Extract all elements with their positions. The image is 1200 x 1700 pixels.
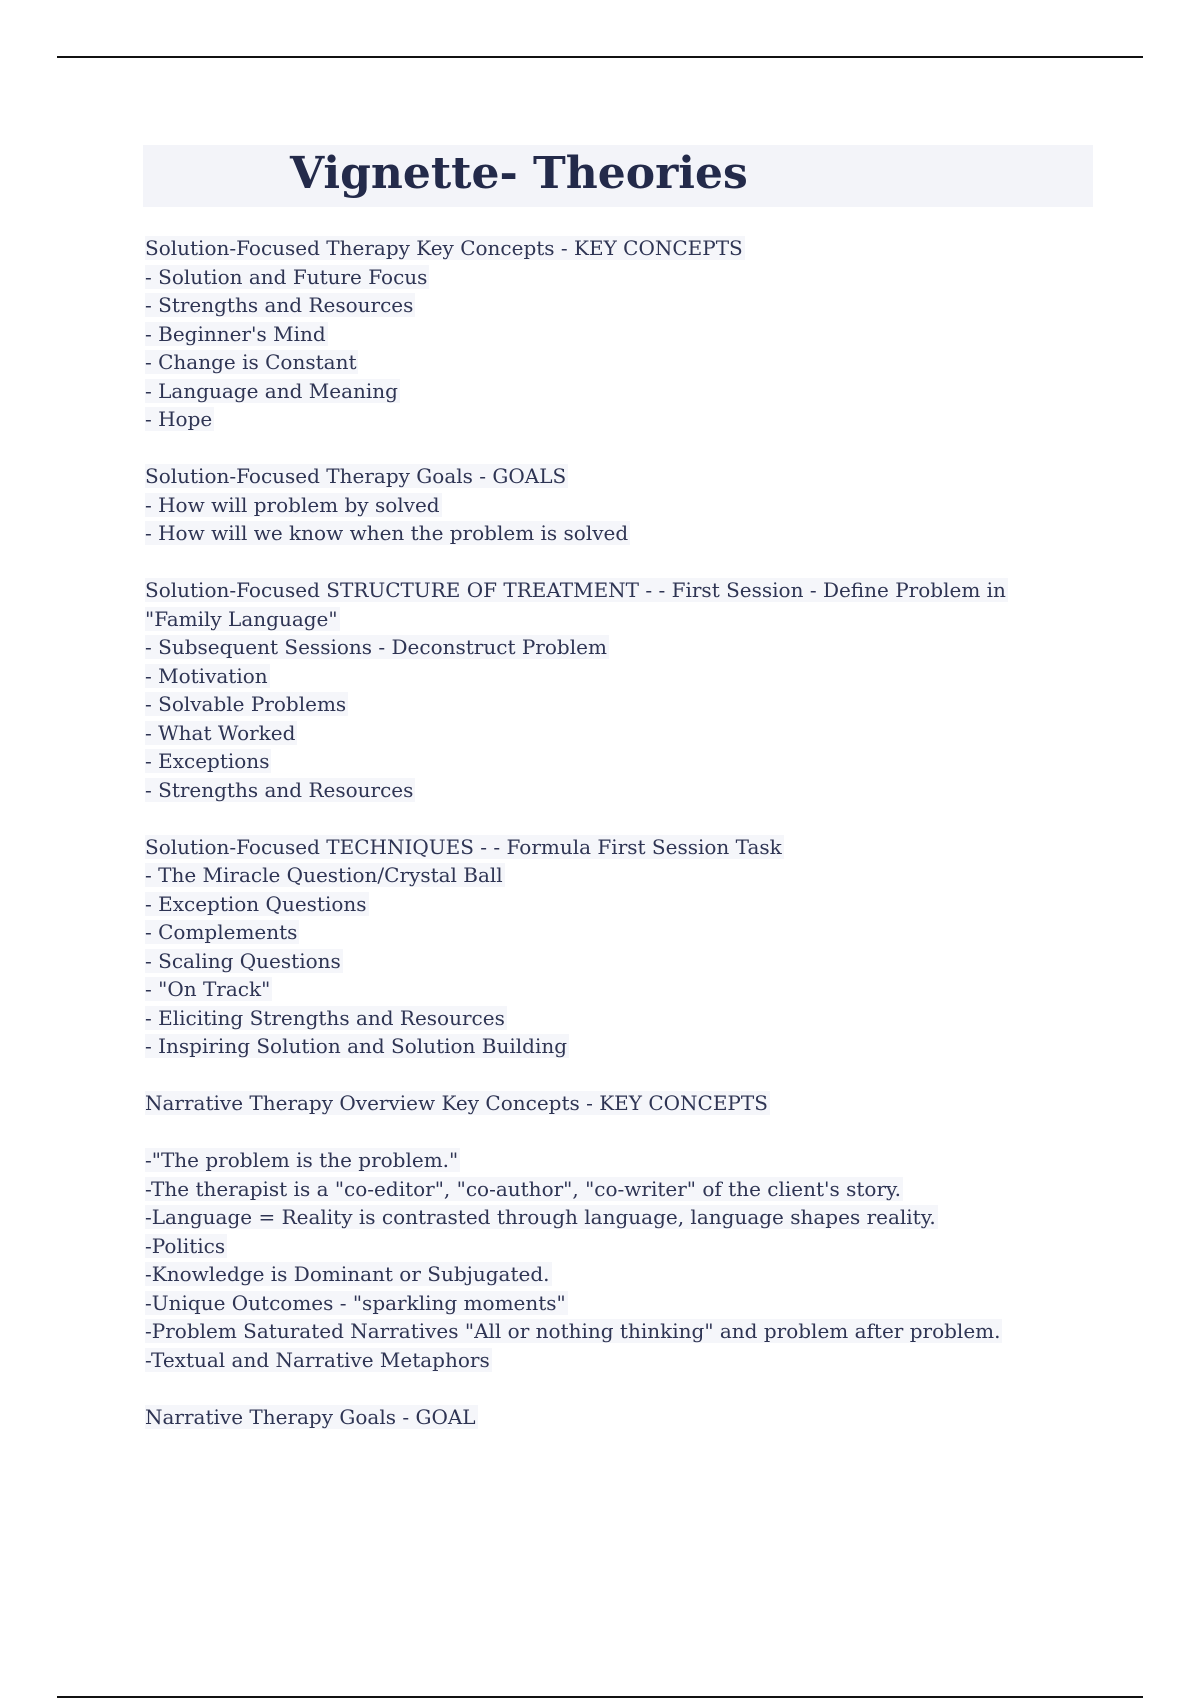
- section-heading: [145, 462, 1095, 491]
- page-title: Vignette- Theories: [290, 148, 748, 199]
- list-item: [145, 1203, 1095, 1232]
- text-line: - Motivation: [145, 663, 268, 688]
- list-item: [145, 1032, 1095, 1061]
- list-item: [145, 975, 1095, 1004]
- text-line: - How will problem by solved: [145, 492, 440, 517]
- list-item: [145, 263, 1095, 292]
- text-line: - Strengths and Resources: [145, 293, 414, 317]
- top-rule: [57, 56, 1143, 58]
- text-line: -Unique Outcomes - "sparkling moments": [145, 1290, 566, 1315]
- text-line: -Problem Saturated Narratives "All or nothing thinking" and problem after problem.: [145, 1319, 1001, 1343]
- text-line: - Exception Questions: [145, 891, 367, 916]
- list-item: [145, 690, 1095, 719]
- text-line: -Politics: [145, 1233, 226, 1258]
- list-item: [145, 1346, 1095, 1375]
- list-item: [145, 1260, 1095, 1289]
- list-item: [145, 747, 1095, 776]
- list-item: [145, 519, 1095, 548]
- section-sf-key-concepts: [145, 234, 1095, 434]
- text-line: - Strengths and Resources: [145, 777, 414, 802]
- text-line: Solution-Focused TECHNIQUES - - Formula First Session Task: [145, 834, 782, 859]
- text-line: -Language = Reality is contrasted through language, language shapes reality.: [145, 1205, 936, 1229]
- list-item: [145, 947, 1095, 976]
- list-item: [145, 377, 1095, 406]
- section-heading: [145, 234, 1095, 263]
- text-line: - How will we know when the problem is solved: [145, 521, 629, 545]
- list-item: [145, 291, 1095, 320]
- list-item: [145, 1175, 1095, 1204]
- text-line: - Change is Constant: [145, 350, 357, 374]
- text-line: - Solvable Problems: [145, 692, 347, 716]
- text-line: - Eliciting Strengths and Resources: [145, 1005, 505, 1030]
- list-item: [145, 633, 1095, 662]
- list-item: [145, 719, 1095, 748]
- text-line: - Scaling Questions: [145, 948, 341, 973]
- section-sf-techniques: [145, 833, 1095, 1061]
- list-item: [145, 890, 1095, 919]
- section-narrative-goals: [145, 1403, 1095, 1432]
- text-line: - Language and Meaning: [145, 378, 398, 403]
- text-line: - Subsequent Sessions - Deconstruct Problem: [145, 635, 607, 659]
- text-line: - Exceptions: [145, 749, 270, 773]
- list-item: [145, 320, 1095, 349]
- text-line: Solution-Focused Therapy Key Concepts - KEY CONCEPTS: [145, 236, 743, 260]
- section-narrative-key-concepts: [145, 1089, 1095, 1118]
- list-item: [145, 348, 1095, 377]
- text-line: - Beginner's Mind: [145, 321, 326, 346]
- section-heading: [145, 1403, 1095, 1432]
- text-line: -The therapist is a "co-editor", "co-author", "co-writer" of the client's story.: [145, 1176, 902, 1201]
- bottom-rule: [57, 1696, 1143, 1698]
- list-item: [145, 861, 1095, 890]
- section-narrative-concepts-list: [145, 1146, 1095, 1374]
- section-heading: [145, 833, 1095, 862]
- list-item: [145, 1004, 1095, 1033]
- text-line: -Knowledge is Dominant or Subjugated.: [145, 1262, 550, 1286]
- text-line: - What Worked: [145, 720, 296, 745]
- list-item: [145, 918, 1095, 947]
- section-heading: [145, 576, 1095, 605]
- text-line: Narrative Therapy Overview Key Concepts - KEY CONCEPTS: [145, 1091, 768, 1115]
- list-item: [145, 662, 1095, 691]
- text-line: - Complements: [145, 920, 298, 944]
- list-item: [145, 1317, 1095, 1346]
- section-sf-structure: [145, 576, 1095, 804]
- section-heading: [145, 1089, 1095, 1118]
- text-line: Solution-Focused STRUCTURE OF TREATMENT - - First Session - Define Problem in: [145, 578, 1006, 602]
- list-item: [145, 405, 1095, 434]
- text-line: -Textual and Narrative Metaphors: [145, 1347, 490, 1372]
- document-body: [145, 234, 1095, 1460]
- list-item: [145, 776, 1095, 805]
- text-line: - Hope: [145, 407, 213, 431]
- section-heading-continued: [145, 605, 1095, 634]
- text-line: Narrative Therapy Goals - GOAL: [145, 1404, 476, 1429]
- text-line: - The Miracle Question/Crystal Ball: [145, 863, 503, 887]
- text-line: "Family Language": [145, 606, 338, 631]
- list-item: [145, 1146, 1095, 1175]
- text-line: - Solution and Future Focus: [145, 264, 428, 289]
- list-item: [145, 491, 1095, 520]
- text-line: -"The problem is the problem.": [145, 1148, 459, 1172]
- list-item: [145, 1232, 1095, 1261]
- text-line: Solution-Focused Therapy Goals - GOALS: [145, 464, 567, 488]
- section-sf-goals: [145, 462, 1095, 548]
- text-line: - "On Track": [145, 977, 271, 1001]
- text-line: - Inspiring Solution and Solution Building: [145, 1034, 568, 1058]
- list-item: [145, 1289, 1095, 1318]
